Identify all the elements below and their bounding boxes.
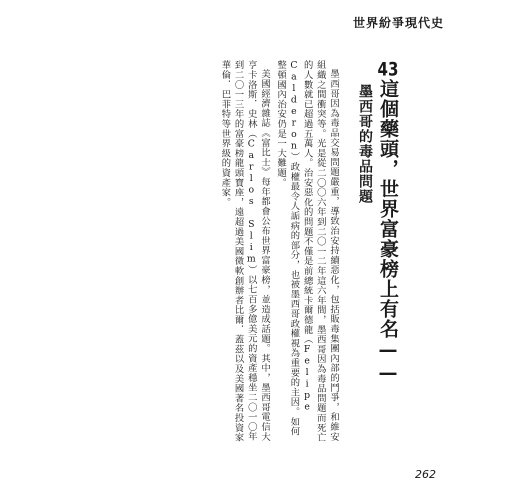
chapter-title-text: 這個藥頭，世界富豪榜上有名—— — [377, 79, 399, 385]
page-number: 262 — [415, 468, 436, 481]
body-paragraph-1: 墨西哥因為毒品交易問題嚴重，導致治安持續惡化，包括販毒集團內部的鬥爭，和維安組織之間衝突等。光是從二〇〇六年到二〇一二年這六年間，墨西哥因為毒品問題而死亡的人數就已超過五萬人。治安惡化的問題不僅是前總統卡爾德龍（Felipe Calderon）政權最令人詬病的部分，也被墨西哥政權視為重要的主因。如何整頓國內治安仍是一大難題。 — [275, 60, 339, 443]
chapter-title-block — [354, 60, 400, 445]
chapter-subtitle: 墨西哥的毒品問題 — [357, 84, 373, 204]
chapter-title — [376, 60, 400, 445]
vertical-text-page — [178, 60, 400, 445]
chapter-number: 43 — [377, 60, 399, 79]
running-header: 世界紛爭現代史 — [352, 16, 444, 30]
body-paragraph-2: 美國經濟雜誌《富比士》每年都會公布世界富豪榜，並造成話題。其中，墨西哥電信大亨卡洛斯．史林（Carlos Slim）以七百多億美元的資產穩坐二〇一〇年到二〇一三年的富豪榜龍頭寶座，遠超過美國微軟創辦者比爾．蓋茲以及美國著名投資家華倫．巴菲特等世界級的資產家。 — [219, 60, 270, 443]
